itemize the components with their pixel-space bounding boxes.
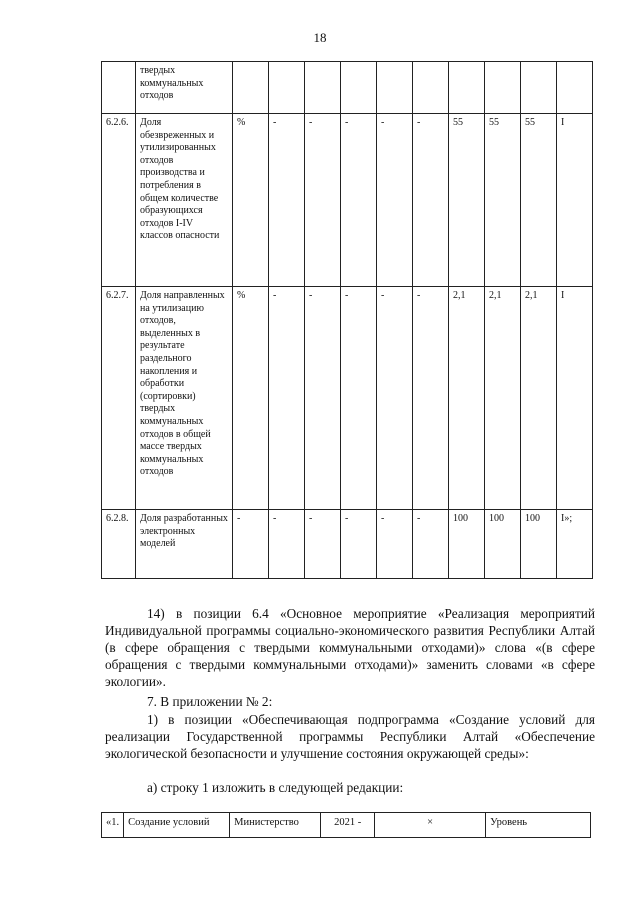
row-title: Создание условий [124,813,230,838]
row-value: 2,1 [521,287,557,510]
row-value: - [341,114,377,287]
program-table [101,812,591,838]
table-row [102,813,591,838]
row-unit: % [233,287,269,510]
row-text: Доля направленных на утилизацию отходов, выделенных в результате раздельного накопления и обработки (сортировки) твердых коммунальных отходов в общей массе твердых коммунальных отходов [136,287,233,510]
paragraph-item-a: а) строку 1 изложить в следующей редакции: [147,780,404,795]
row-value: - [413,114,449,287]
row-value: - [305,510,341,579]
paragraph-item-14: 14) в позиции 6.4 «Основное мероприятие «Реализация мероприятий Индивидуальной программы социально-экономического развития Республики Алтай (в сфере обращения с твердыми коммунальными отходами)» слова «(в сфере обращения с твердыми коммунальными отходами)» заменить словами «в сфере экологии». [105,606,595,689]
paragraph-item-1: 1) в позиции «Обеспечивающая подпрограмма «Создание условий для реализации Государственной программы Республики Алтай «Обеспечение экологической безопасности и улучшение состояния окружающей среды»: [105,712,595,761]
row-number: «1. [102,813,124,838]
table-row [102,287,593,510]
row-text: Доля обезвреженных и утилизированных отходов производства и потребления в общем количестве образующихся отходов I-IV классов опасности [136,114,233,287]
row-value: 55 [449,114,485,287]
row-value: I»; [557,510,593,579]
row-indicator: Уровень [486,813,591,838]
row-period: 2021 - [321,813,375,838]
row-value: 2,1 [449,287,485,510]
row-value: - [305,287,341,510]
row-value: - [269,510,305,579]
row-value: 100 [485,510,521,579]
row-value: - [377,114,413,287]
row-code: 6.2.6. [102,114,136,287]
row-value: I [557,287,593,510]
row-value: - [341,287,377,510]
row-text: Доля разработанных электронных моделей [136,510,233,579]
row-value: 100 [521,510,557,579]
row-value: I [557,114,593,287]
row-value: 55 [521,114,557,287]
row-value: - [269,287,305,510]
table-row [102,510,593,579]
indicators-table [101,61,593,579]
row-value: 55 [485,114,521,287]
row-value: - [413,287,449,510]
row-mark: × [375,813,486,838]
row-value: 2,1 [485,287,521,510]
row-unit: - [233,510,269,579]
paragraph-item-7: 7. В приложении № 2: [147,694,273,709]
row-code: 6.2.8. [102,510,136,579]
table-row [102,114,593,287]
row-value: - [377,287,413,510]
row-value: - [413,510,449,579]
row-value: - [269,114,305,287]
row-code [102,62,136,114]
table-row [102,62,593,114]
row-value: - [377,510,413,579]
page-number: 18 [313,30,327,45]
row-executor: Министерство [230,813,321,838]
row-value: - [341,510,377,579]
row-text: твердых коммунальных отходов [136,62,233,114]
row-unit: % [233,114,269,287]
row-value: 100 [449,510,485,579]
row-code: 6.2.7. [102,287,136,510]
row-value: - [305,114,341,287]
